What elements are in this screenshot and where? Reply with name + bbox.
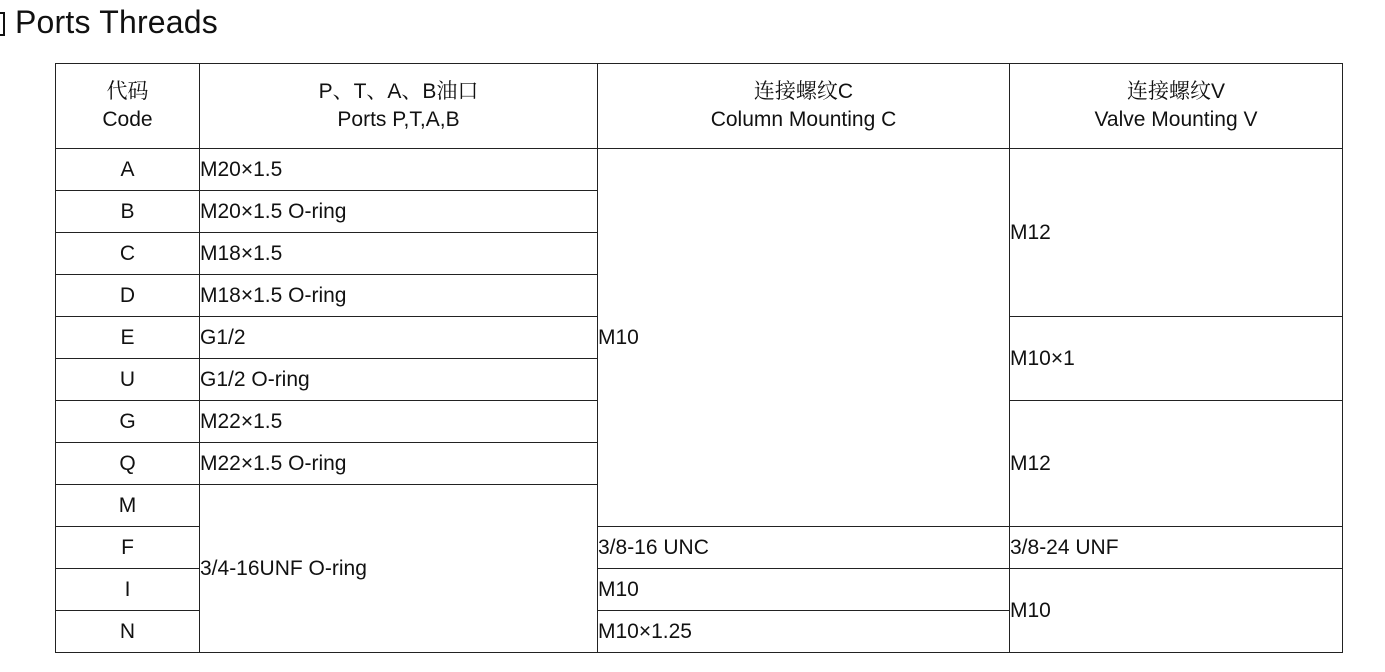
header-column-mounting-en: Column Mounting C [710,108,897,131]
valve-mounting-cell: 3/8-24 UNF [1010,527,1343,569]
ports-cell: 3/4-16UNF O-ring [200,485,598,653]
code-cell: I [56,569,200,611]
section-marker-icon [0,12,5,36]
ports-threads-table [55,63,1343,653]
ports-cell: M20×1.5 O-ring [200,191,598,233]
valve-mounting-cell: M10 [1010,569,1343,653]
code-cell: E [56,317,200,359]
code-cell: C [56,233,200,275]
column-mounting-cell: 3/8-16 UNC [598,527,1010,569]
header-ports-cn: P、T、A、B油口 [318,80,479,103]
code-cell: G [56,401,200,443]
valve-mounting-cell: M10×1 [1010,317,1343,401]
code-cell: Q [56,443,200,485]
ports-cell: M22×1.5 O-ring [200,443,598,485]
code-cell: N [56,611,200,653]
column-mounting-cell: M10 [598,149,1010,527]
table-row [56,149,1343,191]
column-mounting-cell: M10 [598,569,1010,611]
page-title: Ports Threads [15,3,218,40]
ports-cell: M22×1.5 [200,401,598,443]
header-valve-mounting [1010,64,1343,149]
ports-cell: M18×1.5 O-ring [200,275,598,317]
code-cell: M [56,485,200,527]
header-column-mounting [598,64,1010,149]
code-cell: F [56,527,200,569]
header-ports-en: Ports P,T,A,B [337,108,460,131]
header-ports [200,64,598,149]
code-cell: D [56,275,200,317]
ports-cell: M20×1.5 [200,149,598,191]
valve-mounting-cell: M12 [1010,149,1343,317]
header-valve-mounting-en: Valve Mounting V [1094,108,1258,131]
code-cell: U [56,359,200,401]
code-cell: B [56,191,200,233]
valve-mounting-cell: M12 [1010,401,1343,527]
ports-cell: M18×1.5 [200,233,598,275]
ports-cell: G1/2 [200,317,598,359]
table-header-row [56,64,1343,149]
header-valve-mounting-cn: 连接螺纹V [1126,80,1225,103]
code-cell: A [56,149,200,191]
ports-cell: G1/2 O-ring [200,359,598,401]
column-mounting-cell: M10×1.25 [598,611,1010,653]
header-column-mounting-cn: 连接螺纹C [753,80,854,103]
title-bar [0,0,218,44]
header-code-en: Code [102,108,153,131]
header-code-cn: 代码 [106,80,149,103]
header-code [56,64,200,149]
